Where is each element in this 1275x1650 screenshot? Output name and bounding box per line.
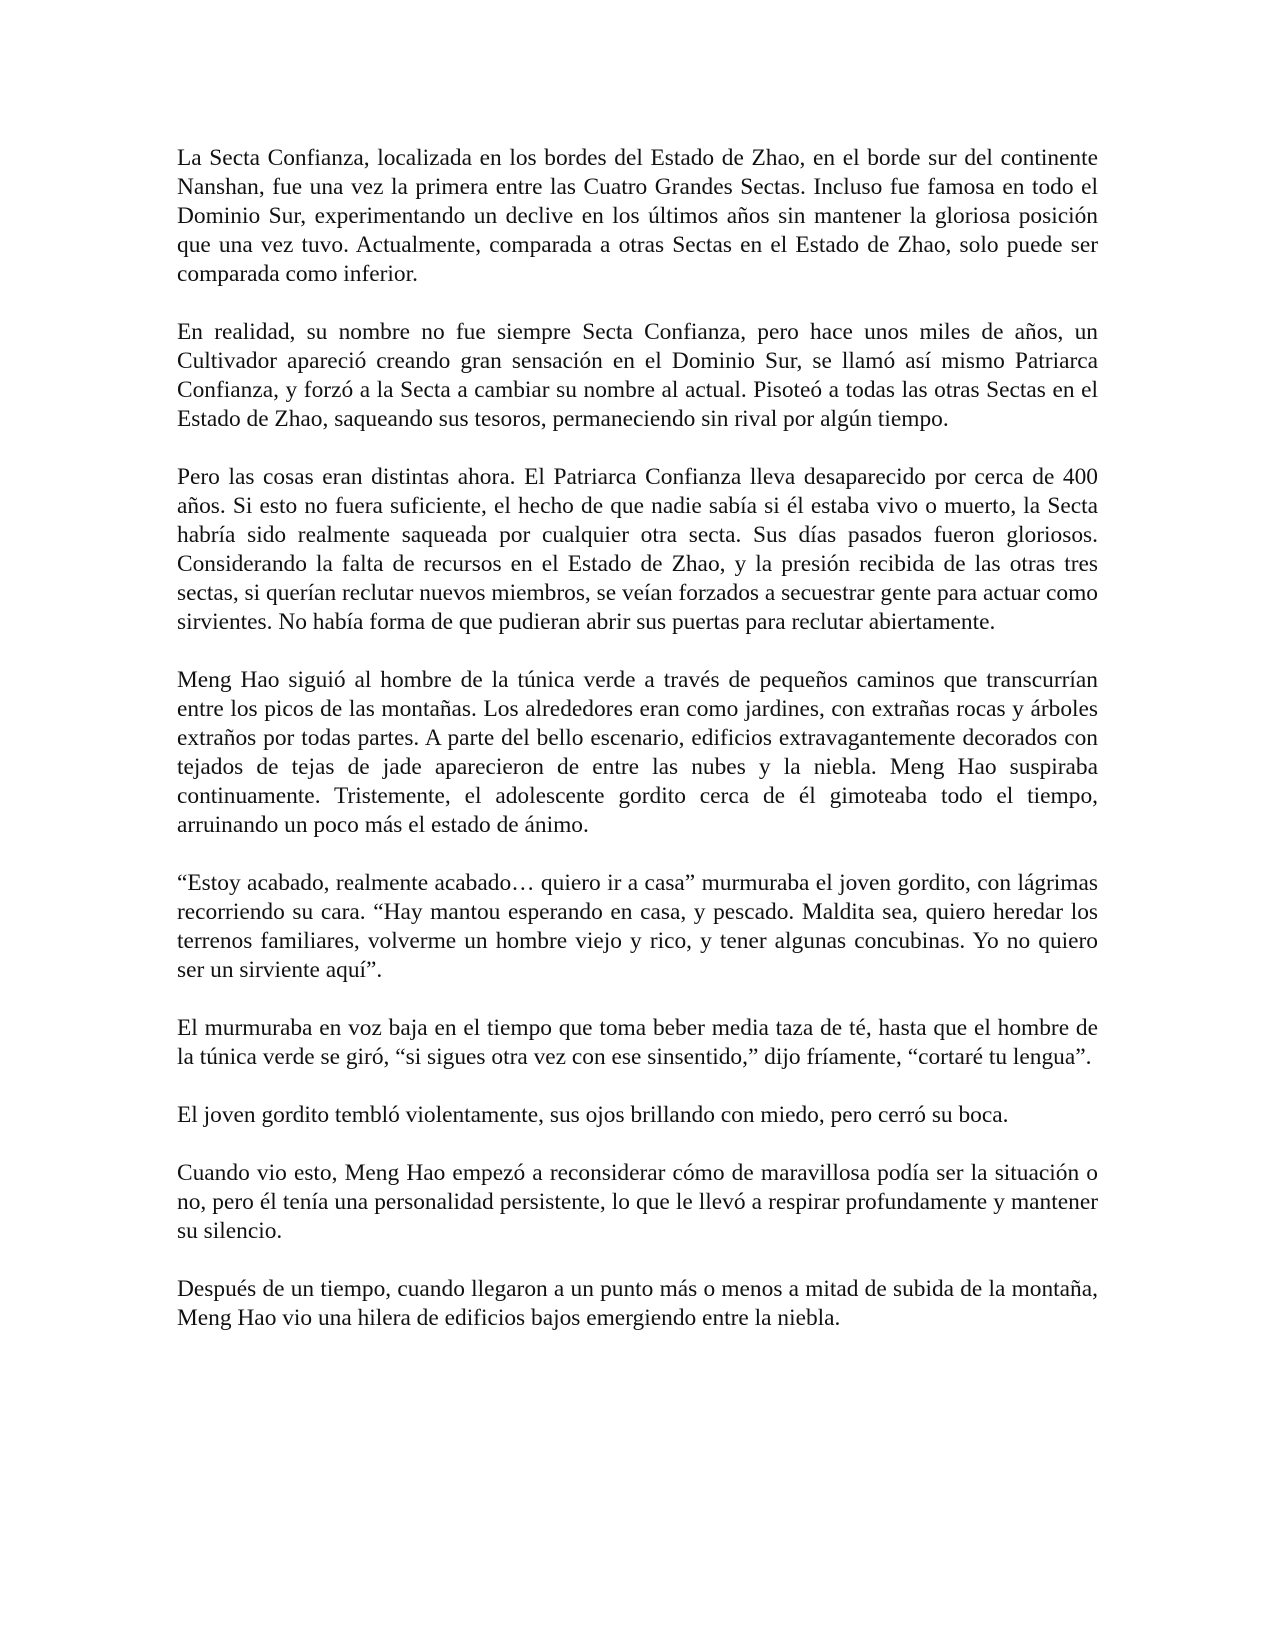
- paragraph-1: La Secta Confianza, localizada en los bordes del Estado de Zhao, en el borde sur del continente Nanshan, fue una vez la primera entre las Cuatro Grandes Sectas. Incluso fue famosa en todo el Dominio Sur, experimentando un declive en los últimos años sin mantener la gloriosa posición que una vez tuvo. Actualmente, comparada a otras Sectas en el Estado de Zhao, solo puede ser comparada como inferior.: [177, 145, 1098, 287]
- document-body: [177, 144, 1098, 1362]
- paragraph-6: El murmuraba en voz baja en el tiempo que toma beber media taza de té, hasta que el hombre de la túnica verde se giró, “si sigues otra vez con ese sinsentido,” dijo fríamente, “cortaré tu lengua”.: [177, 1015, 1098, 1070]
- paragraph-4: Meng Hao siguió al hombre de la túnica verde a través de pequeños caminos que transcurrían entre los picos de las montañas. Los alrededores eran como jardines, con extrañas rocas y árboles extraños por todas partes. A parte del bello escenario, edificios extravagantemente decorados con tejados de tejas de jade aparecieron de entre las nubes y la niebla. Meng Hao suspiraba continuamente. Tristemente, el adolescente gordito cerca de él gimoteaba todo el tiempo, arruinando un poco más el estado de ánimo.: [177, 667, 1098, 838]
- paragraph-2: En realidad, su nombre no fue siempre Secta Confianza, pero hace unos miles de años, un Cultivador apareció creando gran sensación en el Dominio Sur, se llamó así mismo Patriarca Confianza, y forzó a la Secta a cambiar su nombre al actual. Pisoteó a todas las otras Sectas en el Estado de Zhao, saqueando sus tesoros, permaneciendo sin rival por algún tiempo.: [177, 319, 1098, 432]
- paragraph-8: Cuando vio esto, Meng Hao empezó a reconsiderar cómo de maravillosa podía ser la situación o no, pero él tenía una personalidad persistente, lo que le llevó a respirar profundamente y mantener su silencio.: [177, 1160, 1098, 1244]
- paragraph-7: El joven gordito tembló violentamente, sus ojos brillando con miedo, pero cerró su boca.: [177, 1102, 1009, 1128]
- paragraph-3: Pero las cosas eran distintas ahora. El Patriarca Confianza lleva desaparecido por cerca de 400 años. Si esto no fuera suficiente, el hecho de que nadie sabía si él estaba vivo o muerto, la Secta habría sido realmente saqueada por cualquier otra secta. Sus días pasados fueron gloriosos. Considerando la falta de recursos en el Estado de Zhao, y la presión recibida de las otras tres sectas, si querían reclutar nuevos miembros, se veían forzados a secuestrar gente para actuar como sirvientes. No había forma de que pudieran abrir sus puertas para reclutar abiertamente.: [177, 464, 1098, 635]
- paragraph-9: Después de un tiempo, cuando llegaron a un punto más o menos a mitad de subida de la montaña, Meng Hao vio una hilera de edificios bajos emergiendo entre la niebla.: [177, 1276, 1098, 1331]
- paragraph-5: “Estoy acabado, realmente acabado… quiero ir a casa” murmuraba el joven gordito, con lágrimas recorriendo su cara. “Hay mantou esperando en casa, y pescado. Maldita sea, quiero heredar los terrenos familiares, volverme un hombre viejo y rico, y tener algunas concubinas. Yo no quiero ser un sirviente aquí”.: [177, 870, 1098, 983]
